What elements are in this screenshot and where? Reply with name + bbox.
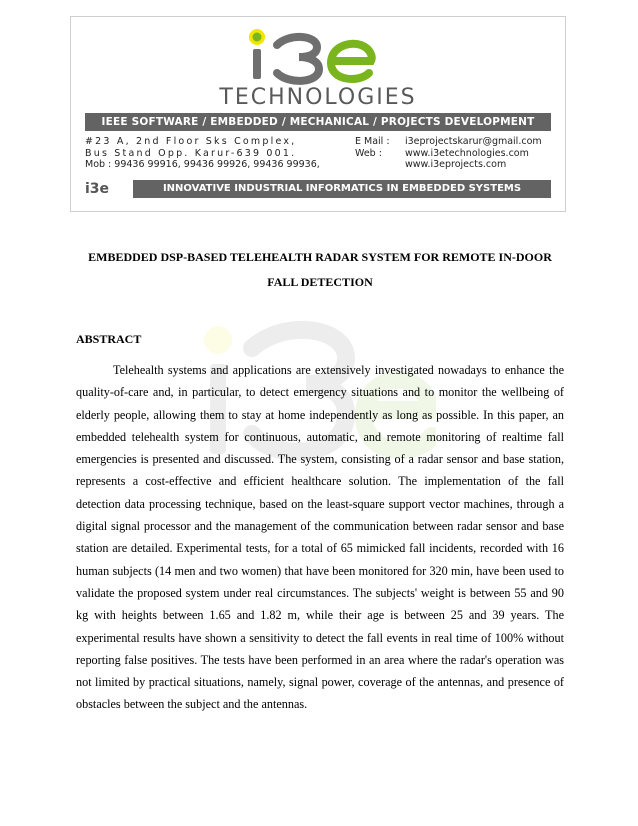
title-line: FALL DETECTION: [267, 275, 373, 289]
i3e-logo-icon: [219, 23, 419, 87]
contact-block: [355, 136, 542, 171]
web-link-secondary[interactable]: www.i3eprojects.com: [405, 159, 507, 170]
paper-title: [76, 245, 564, 295]
abstract-heading: ABSTRACT: [76, 332, 142, 346]
web-link[interactable]: www.i3etechnologies.com: [405, 147, 529, 159]
tagline-strip: INNOVATIVE INDUSTRIAL INFORMATICS IN EMBEDDED SYSTEMS: [133, 180, 551, 198]
email-label: E Mail :: [355, 136, 390, 147]
address-block: [85, 136, 320, 171]
phone-line: Mob : 99436 99916, 99436 99926, 99436 99936,: [85, 159, 320, 170]
mini-logo: i3e: [85, 181, 110, 197]
email-link[interactable]: i3eprojectskarur@gmail.com: [405, 136, 542, 147]
abstract-text: Telehealth systems and applications are extensively investigated nowadays to enhance the quality-of-care and, in particular, to detect emergency situations and to monitor the wellbeing of elderly people, allowing them to stay at home independently as long as possible. In this paper, an embedded telehealth system for continuous, automatic, and remote monitoring of realtime fall emergencies is presented and discussed. The system, consisting of a radar sensor and base station, represents a cost-effective and efficient healthcare solution. The implementation of the fall detection data processing technique, based on the least-square support vector machines, through a digital signal processor and the management of the communication between radar sensor and base station are detailed. Experimental tests, for a total of 65 mimicked fall incidents, recorded with 16 human subjects (14 men and two women) that have been monitored for 320 min, have been used to validate the proposed system under real circumstances. The subjects' weight is between 55 and 90 kg with heights between 1.65 and 1.82 m, while their age is between 25 and 39 years. The experimental results have shown a sensitivity to detect the fall events in real time of 100% without reporting false positives. The tests have been performed in an area where the radar's operation was not limited by practical situations, namely, signal power, coverage of the antennas, and presence of obstacles between the subject and the antennas.: [76, 363, 564, 712]
address-line: Bus Stand Opp. Karur-639 001.: [85, 147, 297, 159]
title-line: EMBEDDED DSP-BASED TELEHEALTH RADAR SYSTEM FOR REMOTE IN-DOOR: [88, 250, 552, 264]
header-banner: [70, 16, 566, 212]
web-label: Web :: [355, 147, 382, 159]
address-line: #23 A, 2nd Floor Sks Complex,: [85, 136, 297, 147]
services-strip: IEEE SOFTWARE / EMBEDDED / MECHANICAL / PROJECTS DEVELOPMENT: [85, 113, 551, 131]
tagline-row: [85, 180, 551, 198]
brand-name: TECHNOLOGIES: [219, 85, 417, 110]
